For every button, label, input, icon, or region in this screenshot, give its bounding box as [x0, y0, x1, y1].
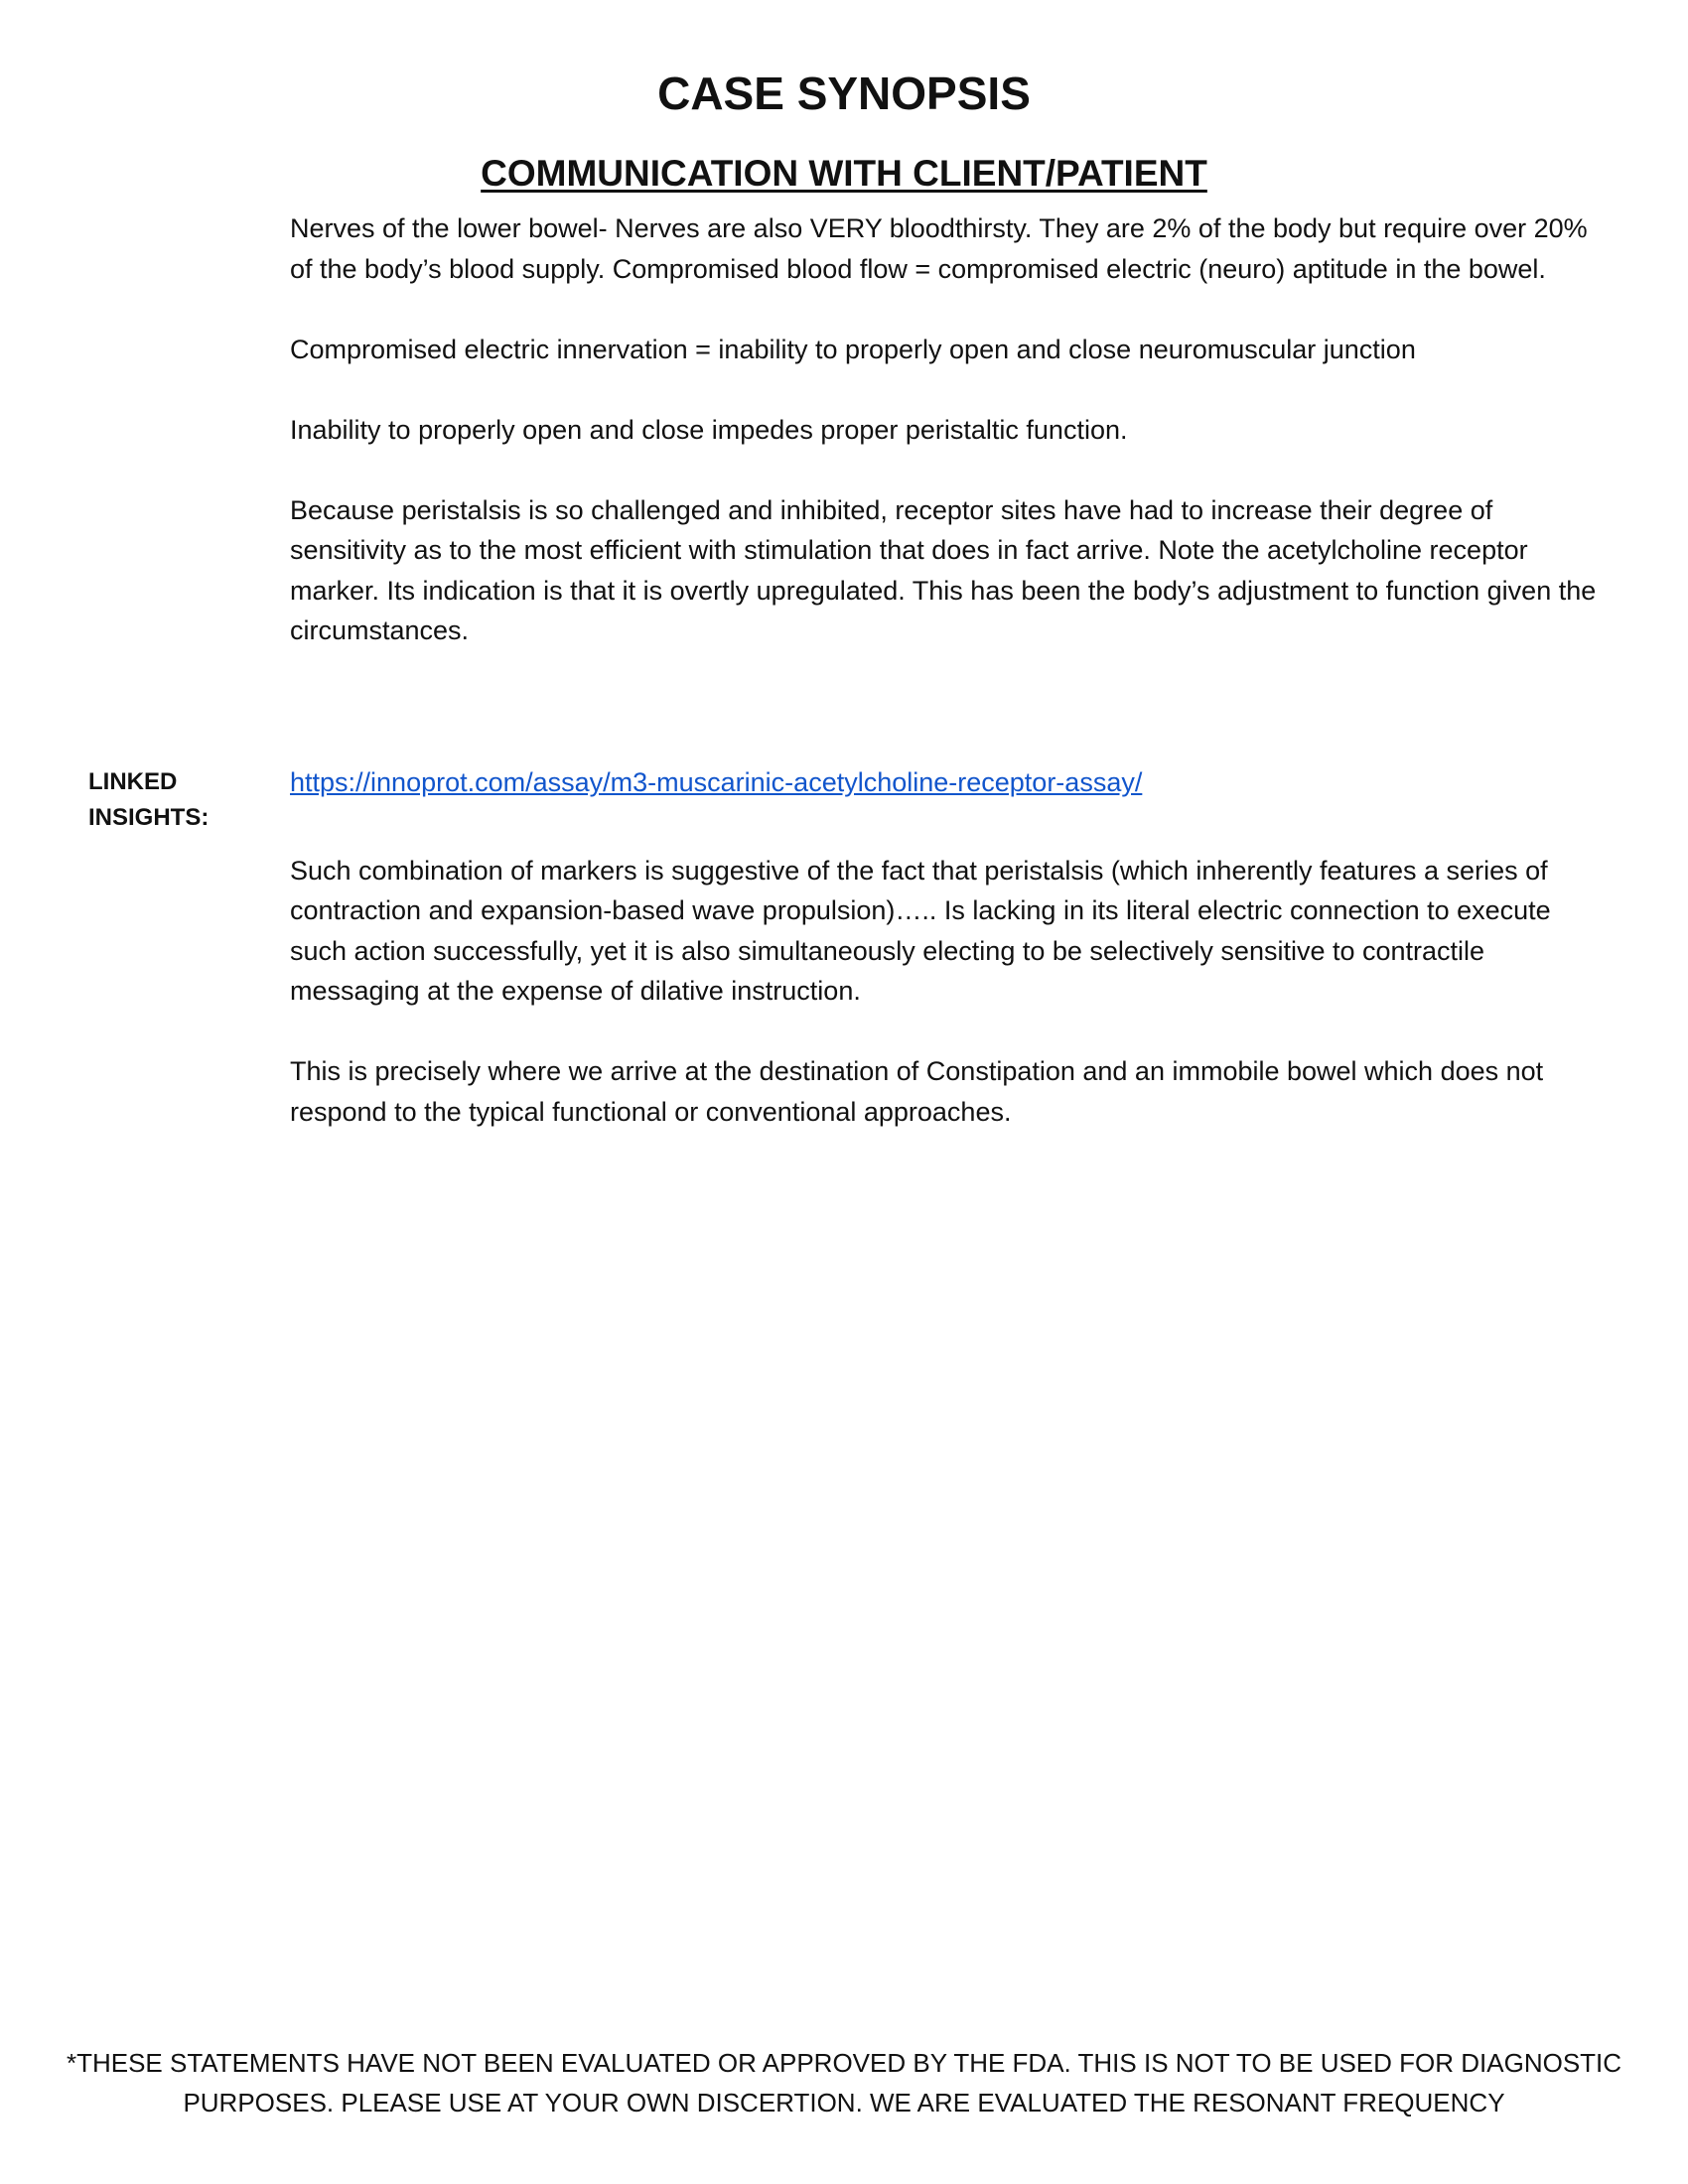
page-title: CASE SYNOPSIS	[657, 68, 1031, 119]
synopsis-paragraph: Nerves of the lower bowel- Nerves are also VERY bloodthirsty. They are 2% of the body but require over 20% of the body’s blood supply. Compromised blood flow = compromised electric (neuro) aptitude in the bowel.	[290, 213, 1588, 284]
insight-paragraph: Such combination of markers is suggestive of the fact that peristalsis (which inherently features a series of contraction and expansion-based wave propulsion)….. Is lacking in its literal electric connection to execute such action successfully, yet it is also simultaneously electing to be selectively sensitive to contractile messaging at the expense of dilative instruction.	[290, 855, 1551, 1006]
fda-disclaimer: *THESE STATEMENTS HAVE NOT BEEN EVALUATED OR APPROVED BY THE FDA. THIS IS NOT TO BE USED FOR DIAGNOSTIC PURPOSES. PLEASE USE AT YOUR OWN DISCERTION. WE ARE EVALUATED THE RESONANT FREQUENCY	[66, 2048, 1622, 2117]
linked-insights-label: LINKED INSIGHTS:	[88, 768, 210, 831]
synopsis-paragraph: Inability to properly open and close impedes proper peristaltic function.	[290, 414, 1128, 445]
synopsis-paragraph: Compromised electric innervation = inability to properly open and close neuromuscular junction	[290, 334, 1416, 364]
assay-link[interactable]: https://innoprot.com/assay/m3-muscarinic-acetylcholine-receptor-assay/	[290, 767, 1143, 797]
page-subtitle: COMMUNICATION WITH CLIENT/PATIENT	[481, 153, 1207, 194]
insight-paragraph: This is precisely where we arrive at the destination of Constipation and an immobile bowel which does not respond to the typical functional or conventional approaches.	[290, 1056, 1544, 1127]
synopsis-body	[290, 208, 1599, 691]
synopsis-paragraph: Because peristalsis is so challenged and inhibited, receptor sites have had to increase their degree of sensitivity as to the most efficient with stimulation that does in fact arrive. Note the acetylcholine receptor marker. Its indication is that it is overtly upregulated. This has been the body’s adjustment to function given the circumstances.	[290, 494, 1597, 645]
linked-insights-section	[290, 762, 1599, 1172]
